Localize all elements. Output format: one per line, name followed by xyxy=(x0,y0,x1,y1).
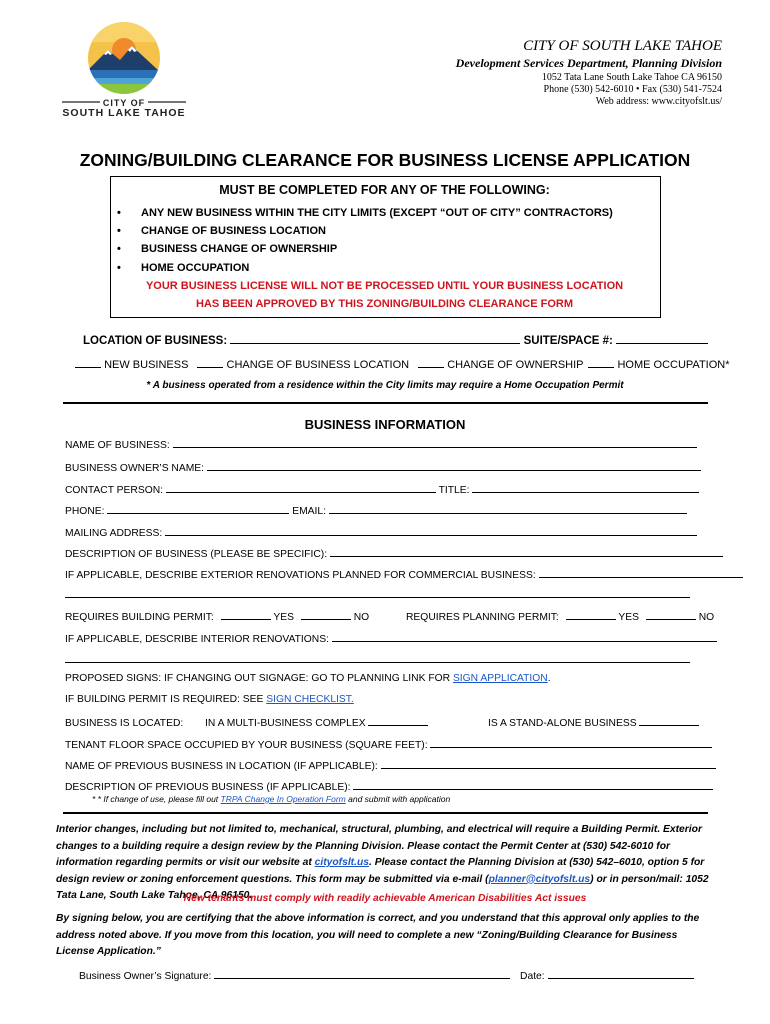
date-field[interactable] xyxy=(548,968,694,979)
trpa-form-link[interactable]: TRPA Change In Operation Form xyxy=(220,794,346,804)
contact-row xyxy=(65,482,699,496)
exterior-field-continued[interactable] xyxy=(65,587,690,598)
change-location-check[interactable] xyxy=(197,357,223,368)
yes-label: YES xyxy=(618,612,639,623)
checklist-row xyxy=(65,694,354,705)
planning-row xyxy=(406,609,714,623)
sign-checklist-link[interactable]: SIGN CHECKLIST. xyxy=(266,694,354,705)
field-label: IN A MULTI-BUSINESS COMPLEX xyxy=(205,718,366,729)
location-label: LOCATION OF BUSINESS: xyxy=(83,335,228,347)
contact-person-field[interactable] xyxy=(166,482,436,493)
standalone-row xyxy=(488,715,699,729)
field-label: NAME OF PREVIOUS BUSINESS IN LOCATION (IF APPLICABLE): xyxy=(65,761,378,772)
yes-label: YES xyxy=(273,612,294,623)
field-label: PROPOSED SIGNS: IF CHANGING OUT SIGNAGE: GO TO PLANNING LINK FOR xyxy=(65,673,451,684)
multi-business-field[interactable] xyxy=(368,715,428,726)
business-name-field[interactable] xyxy=(173,437,697,448)
option-label: HOME OCCUPATION* xyxy=(617,359,730,371)
owner-name-field[interactable] xyxy=(207,460,701,471)
page-title: ZONING/BUILDING CLEARANCE FOR BUSINESS LICENSE APPLICATION xyxy=(79,150,691,170)
location-row xyxy=(83,333,708,347)
prev-name-row xyxy=(65,758,716,772)
warning-line-2: HAS BEEN APPROVED BY THIS ZONING/BUILDING CLEARANCE FORM xyxy=(195,298,574,310)
field-label: PHONE: xyxy=(65,506,105,517)
prev-desc-row xyxy=(65,779,713,793)
logo-line-2: SOUTH LAKE TAHOE xyxy=(62,107,186,119)
signs-row: PROPOSED SIGNS: IF CHANGING OUT SIGNAGE: GO TO PLANNING LINK FOR SIGN APPLICATION. xyxy=(65,673,551,684)
previous-description-field[interactable] xyxy=(353,779,713,790)
field-label: REQUIRES BUILDING PERMIT: xyxy=(65,612,214,623)
logo-line-1: CITY OF xyxy=(102,98,146,108)
requirement-item: • BUSINESS CHANGE OF OWNERSHIP xyxy=(117,243,338,255)
field-label: CONTACT PERSON: xyxy=(65,485,164,496)
home-occupation-note: * A business operated from a residence within the City limits may require a Home Occupation Permit xyxy=(146,380,624,391)
previous-name-field[interactable] xyxy=(381,758,716,769)
phone-row xyxy=(65,503,687,517)
phone-field[interactable] xyxy=(107,503,289,514)
divider xyxy=(63,402,708,404)
field-label: TITLE: xyxy=(438,485,470,496)
interior-field-continued[interactable] xyxy=(65,652,690,663)
option-label: CHANGE OF BUSINESS LOCATION xyxy=(226,359,410,371)
new-business-check[interactable] xyxy=(75,357,101,368)
name-row xyxy=(65,437,697,451)
signature-label: Business Owner’s Signature: xyxy=(79,971,212,982)
mailing-row xyxy=(65,525,697,539)
permit-row xyxy=(65,609,369,623)
field-label: IS A STAND-ALONE BUSINESS xyxy=(488,718,637,729)
field-label: EMAIL: xyxy=(292,506,326,517)
field-label: DESCRIPTION OF BUSINESS (PLEASE BE SPECIFIC): xyxy=(65,549,328,560)
field-label: BUSINESS OWNER’S NAME: xyxy=(65,463,205,474)
web-address: Web address: www.cityofslt.us/ xyxy=(595,96,722,107)
section-title: BUSINESS INFORMATION xyxy=(304,417,466,432)
department-name: Development Services Department, Planning Division xyxy=(455,56,722,70)
suite-label: SUITE/SPACE #: xyxy=(523,335,613,347)
phone-fax: Phone (530) 542-6010 • Fax (530) 541-7524 xyxy=(543,84,722,95)
field-label: NAME OF BUSINESS: xyxy=(65,440,170,451)
title-field[interactable] xyxy=(472,482,699,493)
field-label: MAILING ADDRESS: xyxy=(65,528,163,539)
floor-space-field[interactable] xyxy=(430,737,712,748)
no-label: NO xyxy=(698,612,715,623)
option-label: NEW BUSINESS xyxy=(104,359,189,371)
ada-notice: New tenants must comply with readily achievable American Disabilities Act issues xyxy=(183,893,587,904)
located-row xyxy=(65,715,428,729)
interior-field[interactable] xyxy=(332,631,717,642)
description-field[interactable] xyxy=(330,546,723,557)
website-link[interactable]: cityofslt.us xyxy=(314,857,369,868)
field-label: TENANT FLOOR SPACE OCCUPIED BY YOUR BUSINESS (SQUARE FEET): xyxy=(65,740,428,751)
signature-row xyxy=(79,968,694,982)
field-label: BUSINESS IS LOCATED: xyxy=(65,718,184,729)
requirements-heading: MUST BE COMPLETED FOR ANY OF THE FOLLOWING: xyxy=(219,183,550,197)
field-label: IF APPLICABLE, DESCRIBE EXTERIOR RENOVATIONS PLANNED FOR COMMERCIAL BUSINESS: xyxy=(65,570,536,581)
paragraph-text: ) or in person/mail: 1052 Tata Lane, South Lake Tahoe, CA 96150. xyxy=(56,873,709,901)
city-name: CITY OF SOUTH LAKE TAHOE xyxy=(523,38,722,54)
trpa-note xyxy=(92,794,450,804)
email-link[interactable]: planner@cityofslt.us xyxy=(488,873,591,885)
field-label: REQUIRES PLANNING PERMIT: xyxy=(406,612,559,623)
date-label: Date: xyxy=(520,971,545,982)
building-no-field[interactable] xyxy=(301,609,351,620)
planning-no-field[interactable] xyxy=(646,609,696,620)
requirement-item: • CHANGE OF BUSINESS LOCATION xyxy=(117,225,326,237)
requirement-item: • ANY NEW BUSINESS WITHIN THE CITY LIMITS (EXCEPT “OUT OF CITY” CONTRACTORS) xyxy=(117,207,613,219)
requirement-item: • HOME OCCUPATION xyxy=(117,262,250,274)
building-yes-field[interactable] xyxy=(221,609,271,620)
note-text: and submit with application xyxy=(348,794,451,804)
option-label: CHANGE OF OWNERSHIP xyxy=(447,359,584,371)
planning-yes-field[interactable] xyxy=(566,609,616,620)
sign-application-link[interactable]: SIGN APPLICATION xyxy=(452,673,548,684)
signature-field[interactable] xyxy=(214,968,510,979)
floor-space-row xyxy=(65,737,712,751)
standalone-field[interactable] xyxy=(639,715,699,726)
suite-field[interactable] xyxy=(616,333,708,344)
warning-line-1: YOUR BUSINESS LICENSE WILL NOT BE PROCESSED UNTIL YOUR BUSINESS LOCATION xyxy=(145,280,624,292)
email-field[interactable] xyxy=(329,503,687,514)
certification-paragraph: By signing below, you are certifying that the above information is correct, and you understand that this approval only applies to the address noted above. If you move from this location, you will need to complete a new “Zoning/Building Clearance for Business License Application.” xyxy=(56,913,700,957)
home-occupation-check[interactable] xyxy=(588,357,614,368)
note-text: * * If change of use, please fill out xyxy=(92,794,219,804)
exterior-row xyxy=(65,567,743,581)
business-type-row xyxy=(75,357,730,371)
paragraph-text: . Please contact the Planning Division at (530) 542–6010, option 5 for design review or zoning enforcement questions. This form may be submitted via e-mail ( xyxy=(56,857,705,885)
interior-row xyxy=(65,631,717,645)
divider xyxy=(63,812,708,814)
exterior-field[interactable] xyxy=(539,567,743,578)
field-label: DESCRIPTION OF PREVIOUS BUSINESS (IF APPLICABLE): xyxy=(65,782,351,793)
mailing-address-field[interactable] xyxy=(165,525,697,536)
field-label: IF APPLICABLE, DESCRIBE INTERIOR RENOVATIONS: xyxy=(65,634,329,645)
location-field[interactable] xyxy=(230,333,520,344)
owner-row xyxy=(65,460,701,474)
change-ownership-check[interactable] xyxy=(418,357,444,368)
no-label: NO xyxy=(353,612,370,623)
description-row xyxy=(65,546,723,560)
field-label: IF BUILDING PERMIT IS REQUIRED: SEE xyxy=(65,694,264,705)
address: 1052 Tata Lane South Lake Tahoe CA 96150 xyxy=(541,72,722,83)
paragraph-text: Interior changes, including but not limited to, mechanical, structural, plumbing, and electrical will require a Building Permit. Exterior changes to a building require a design review by the Planning Division. Please contact the Permit Center at (530) 542-6010 for information regarding permits or visit our website at xyxy=(56,824,702,868)
